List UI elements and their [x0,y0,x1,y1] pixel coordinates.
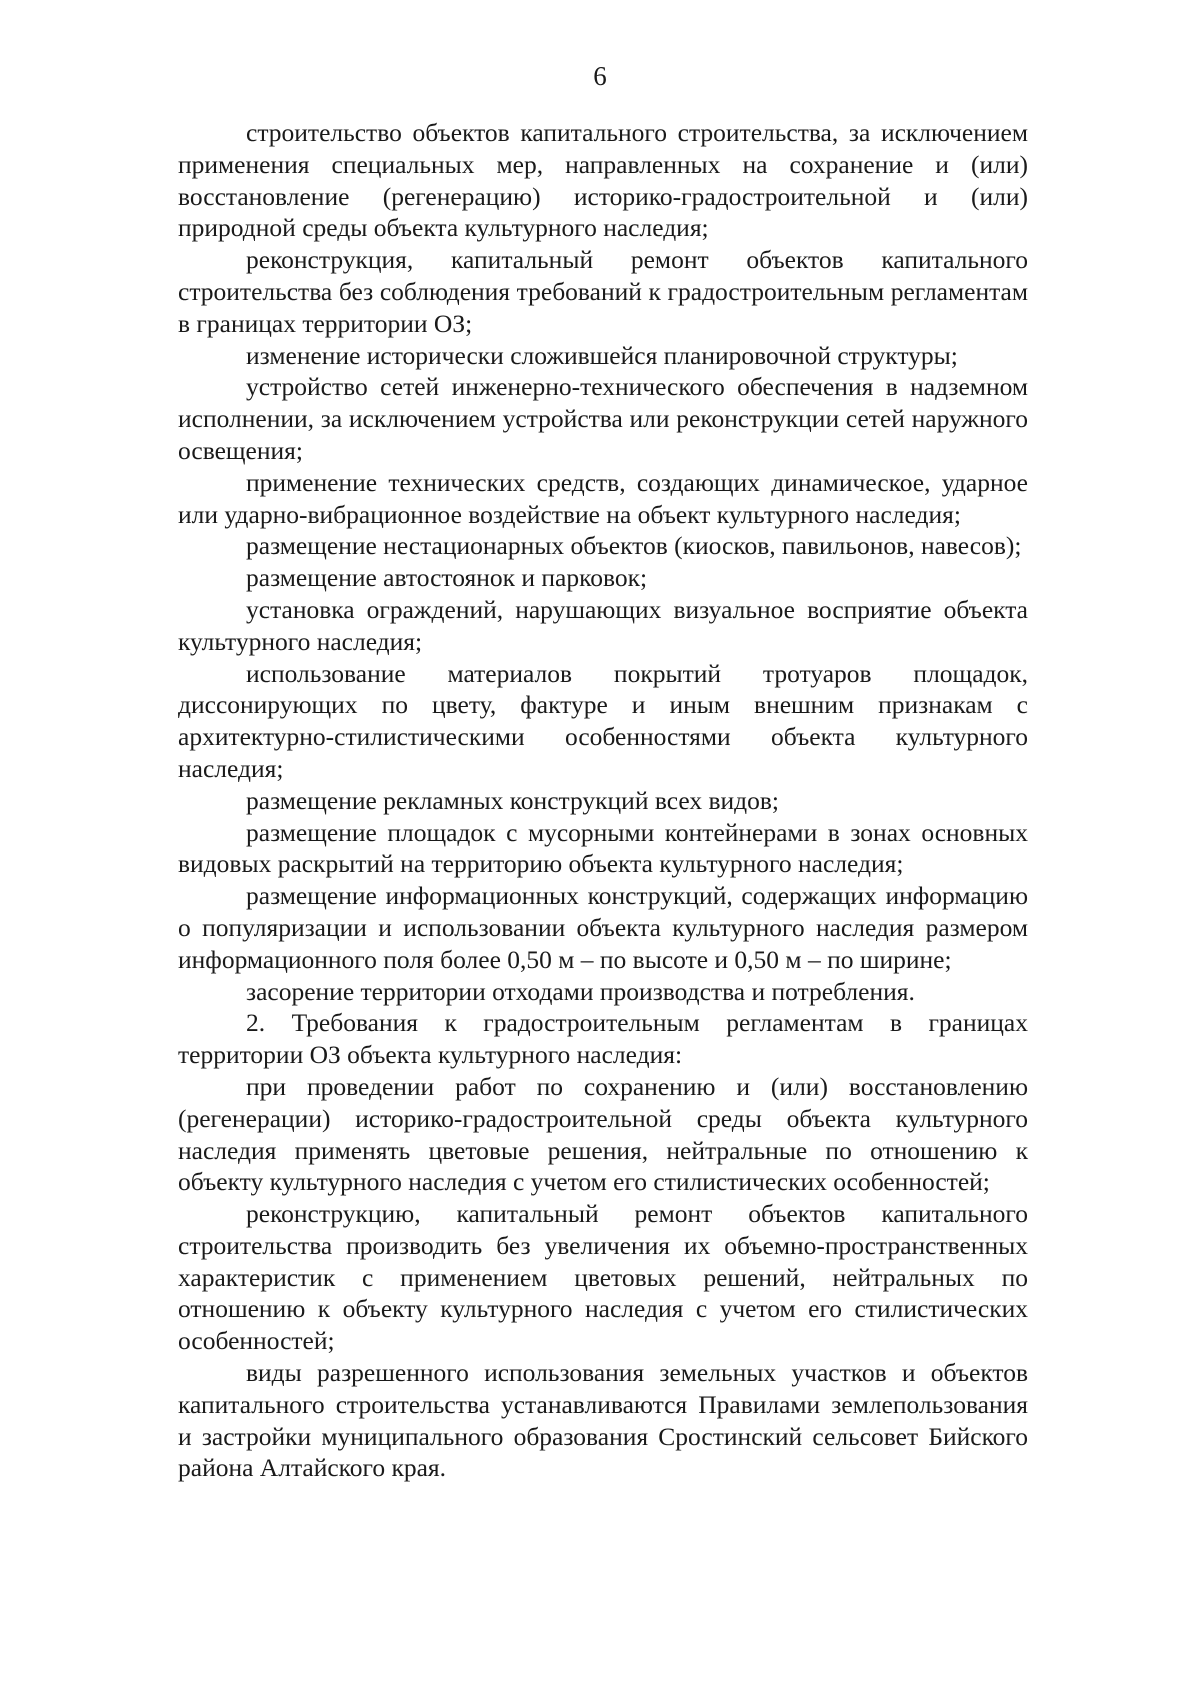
paragraph-15: при проведении работ по сохранению и (или) восстановлению (регенерации) историко-градостроительной среды объекта культурного наследия применять цветовые решения, нейтральные по отношению к объекту культурного наследия с учетом его стилистических особенностей; [178,1071,1028,1197]
paragraph-5: применение технических средств, создающих динамическое, ударное или ударно-вибрационное воздействие на объект культурного наследия; [178,467,1028,529]
paragraph-4: устройство сетей инженерно-технического обеспечения в надземном исполнении, за исключением устройства или реконструкции сетей наружного освещения; [178,372,1028,465]
paragraph-13: засорение территории отходами производства и потребления. [246,976,915,1006]
paragraph-1: строительство объектов капитального строительства, за исключением применения специальных мер, направленных на сохранение и (или) восстановление (регенерацию) историко-градостроительной и (или) природной среды объекта культурного наследия; [178,118,1028,243]
paragraph-7: размещение автостоянок и парковок; [246,563,648,593]
page-number: 6 [593,61,607,91]
paragraph-12: размещение информационных конструкций, содержащих информацию о популяризации и использовании объекта культурного наследия размером информационного поля более 0,50 м – по высоте и 0,50 м – по ширине; [178,881,1028,974]
paragraph-2: реконструкция, капитальный ремонт объектов капитального строительства без соблюдения требований к градостроительным регламентам в границах территории ОЗ; [178,245,1028,338]
paragraph-17: виды разрешенного использования земельных участков и объектов капитального строительства устанавливаются Правилами землепользования и застройки муниципального образования Сростинский сельсовет Бийского района Алтайского края. [178,1358,1028,1483]
paragraph-9: использование материалов покрытий тротуаров площадок, диссонирующих по цвету, фактуре и иным внешним признакам с архитектурно-стилистическими особенностями объекта культурного наследия; [178,658,1028,783]
paragraph-6: размещение нестационарных объектов (киосков, павильонов, навесов); [246,531,1022,561]
document-body [178,117,1028,1484]
paragraph-8: установка ограждений, нарушающих визуальное восприятие объекта культурного наследия; [178,594,1028,656]
paragraph-11: размещение площадок с мусорными контейнерами в зонах основных видовых раскрытий на территорию объекта культурного наследия; [178,817,1028,879]
paragraph-10: размещение рекламных конструкций всех видов; [246,785,780,815]
paragraph-16: реконструкцию, капитальный ремонт объектов капитального строительства производить без увеличения их объемно-пространственных характеристик с применением цветовых решений, нейтральных по отношению к объекту культурного наследия с учетом его стилистических особенностей; [178,1199,1028,1356]
paragraph-3: изменение исторически сложившейся планировочной структуры; [246,340,958,370]
paragraph-14: 2. Требования к градостроительным регламентам в границах территории ОЗ объекта культурного наследия: [178,1008,1028,1070]
